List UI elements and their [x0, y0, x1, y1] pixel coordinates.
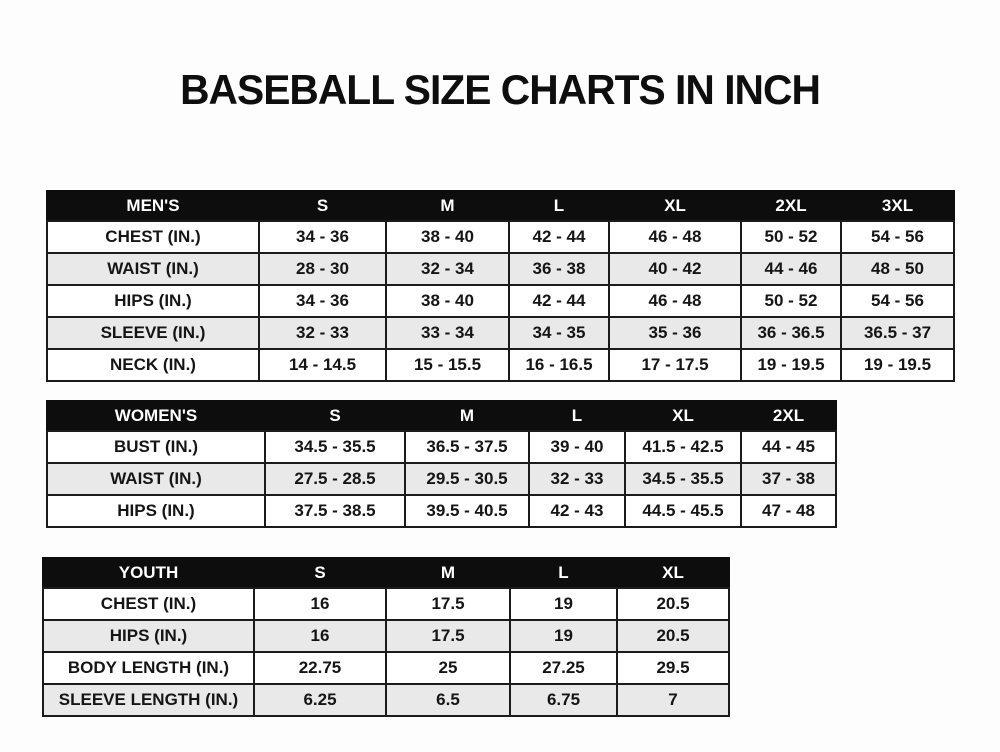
- size-value: 19 - 19.5: [841, 349, 954, 381]
- size-value: 6.75: [510, 684, 617, 716]
- size-value: 50 - 52: [741, 221, 841, 253]
- row-label: HIPS (IN.): [47, 285, 259, 317]
- size-value: 16: [254, 588, 386, 620]
- size-value: 17.5: [386, 620, 510, 652]
- col-header-size: M: [405, 401, 529, 431]
- col-header-group: YOUTH: [43, 558, 254, 588]
- row-label: CHEST (IN.): [47, 221, 259, 253]
- size-value: 37 - 38: [741, 463, 836, 495]
- size-value: 40 - 42: [609, 253, 741, 285]
- size-value: 7: [617, 684, 729, 716]
- size-value: 34 - 36: [259, 285, 386, 317]
- col-header-size: L: [509, 191, 609, 221]
- size-value: 6.5: [386, 684, 510, 716]
- page-title: BASEBALL SIZE CHARTS IN INCH: [180, 66, 820, 113]
- size-value: 35 - 36: [609, 317, 741, 349]
- size-value: 34 - 36: [259, 221, 386, 253]
- table-row-hips: [47, 285, 954, 317]
- mens-header-row: [47, 191, 954, 221]
- size-value: 27.25: [510, 652, 617, 684]
- row-label: NECK (IN.): [47, 349, 259, 381]
- col-header-size: S: [259, 191, 386, 221]
- col-header-size: XL: [625, 401, 741, 431]
- size-value: 44 - 46: [741, 253, 841, 285]
- size-value: 38 - 40: [386, 285, 509, 317]
- col-header-size: L: [529, 401, 625, 431]
- col-header-group: WOMEN'S: [47, 401, 265, 431]
- size-value: 29.5: [617, 652, 729, 684]
- table-row-hips: [43, 620, 729, 652]
- row-label: CHEST (IN.): [43, 588, 254, 620]
- size-value: 42 - 44: [509, 221, 609, 253]
- size-value: 36 - 36.5: [741, 317, 841, 349]
- col-header-size: S: [265, 401, 405, 431]
- size-value: 17.5: [386, 588, 510, 620]
- size-value: 34.5 - 35.5: [625, 463, 741, 495]
- table-row-sleeve: [47, 317, 954, 349]
- size-value: 47 - 48: [741, 495, 836, 527]
- youth-size-table: [42, 557, 730, 717]
- size-value: 19: [510, 588, 617, 620]
- col-header-size: S: [254, 558, 386, 588]
- womens-header-row: [47, 401, 836, 431]
- size-value: 25: [386, 652, 510, 684]
- col-header-size: XL: [617, 558, 729, 588]
- size-value: 14 - 14.5: [259, 349, 386, 381]
- col-header-size: L: [510, 558, 617, 588]
- col-header-size: XL: [609, 191, 741, 221]
- size-value: 27.5 - 28.5: [265, 463, 405, 495]
- size-value: 39 - 40: [529, 431, 625, 463]
- row-label: BODY LENGTH (IN.): [43, 652, 254, 684]
- size-value: 38 - 40: [386, 221, 509, 253]
- size-value: 36.5 - 37.5: [405, 431, 529, 463]
- col-header-size: M: [386, 558, 510, 588]
- row-label: HIPS (IN.): [43, 620, 254, 652]
- size-value: 15 - 15.5: [386, 349, 509, 381]
- size-value: 46 - 48: [609, 285, 741, 317]
- size-value: 44.5 - 45.5: [625, 495, 741, 527]
- size-value: 16: [254, 620, 386, 652]
- row-label: HIPS (IN.): [47, 495, 265, 527]
- size-value: 20.5: [617, 620, 729, 652]
- col-header-size: 3XL: [841, 191, 954, 221]
- size-value: 32 - 34: [386, 253, 509, 285]
- size-value: 19 - 19.5: [741, 349, 841, 381]
- youth-header-row: [43, 558, 729, 588]
- col-header-size: 2XL: [741, 401, 836, 431]
- col-header-group: MEN'S: [47, 191, 259, 221]
- size-value: 6.25: [254, 684, 386, 716]
- size-value: 42 - 43: [529, 495, 625, 527]
- size-value: 20.5: [617, 588, 729, 620]
- size-value: 42 - 44: [509, 285, 609, 317]
- size-value: 32 - 33: [259, 317, 386, 349]
- size-value: 28 - 30: [259, 253, 386, 285]
- row-label: WAIST (IN.): [47, 253, 259, 285]
- table-row-bust: [47, 431, 836, 463]
- row-label: SLEEVE LENGTH (IN.): [43, 684, 254, 716]
- row-label: BUST (IN.): [47, 431, 265, 463]
- size-value: 32 - 33: [529, 463, 625, 495]
- size-value: 36.5 - 37: [841, 317, 954, 349]
- size-value: 39.5 - 40.5: [405, 495, 529, 527]
- size-value: 46 - 48: [609, 221, 741, 253]
- size-value: 37.5 - 38.5: [265, 495, 405, 527]
- col-header-size: M: [386, 191, 509, 221]
- table-row-chest: [43, 588, 729, 620]
- size-value: 34 - 35: [509, 317, 609, 349]
- row-label: WAIST (IN.): [47, 463, 265, 495]
- size-value: 44 - 45: [741, 431, 836, 463]
- size-value: 29.5 - 30.5: [405, 463, 529, 495]
- size-value: 41.5 - 42.5: [625, 431, 741, 463]
- size-value: 54 - 56: [841, 221, 954, 253]
- table-row-sleeve-length: [43, 684, 729, 716]
- womens-size-table: [46, 400, 837, 528]
- col-header-size: 2XL: [741, 191, 841, 221]
- table-row-neck: [47, 349, 954, 381]
- size-value: 22.75: [254, 652, 386, 684]
- size-value: 19: [510, 620, 617, 652]
- size-value: 16 - 16.5: [509, 349, 609, 381]
- mens-size-table: [46, 190, 955, 382]
- table-row-waist: [47, 253, 954, 285]
- table-row-chest: [47, 221, 954, 253]
- table-row-waist: [47, 463, 836, 495]
- size-value: 34.5 - 35.5: [265, 431, 405, 463]
- size-value: 48 - 50: [841, 253, 954, 285]
- size-value: 54 - 56: [841, 285, 954, 317]
- size-value: 36 - 38: [509, 253, 609, 285]
- row-label: SLEEVE (IN.): [47, 317, 259, 349]
- table-row-body-length: [43, 652, 729, 684]
- size-value: 17 - 17.5: [609, 349, 741, 381]
- table-row-hips: [47, 495, 836, 527]
- size-value: 33 - 34: [386, 317, 509, 349]
- size-value: 50 - 52: [741, 285, 841, 317]
